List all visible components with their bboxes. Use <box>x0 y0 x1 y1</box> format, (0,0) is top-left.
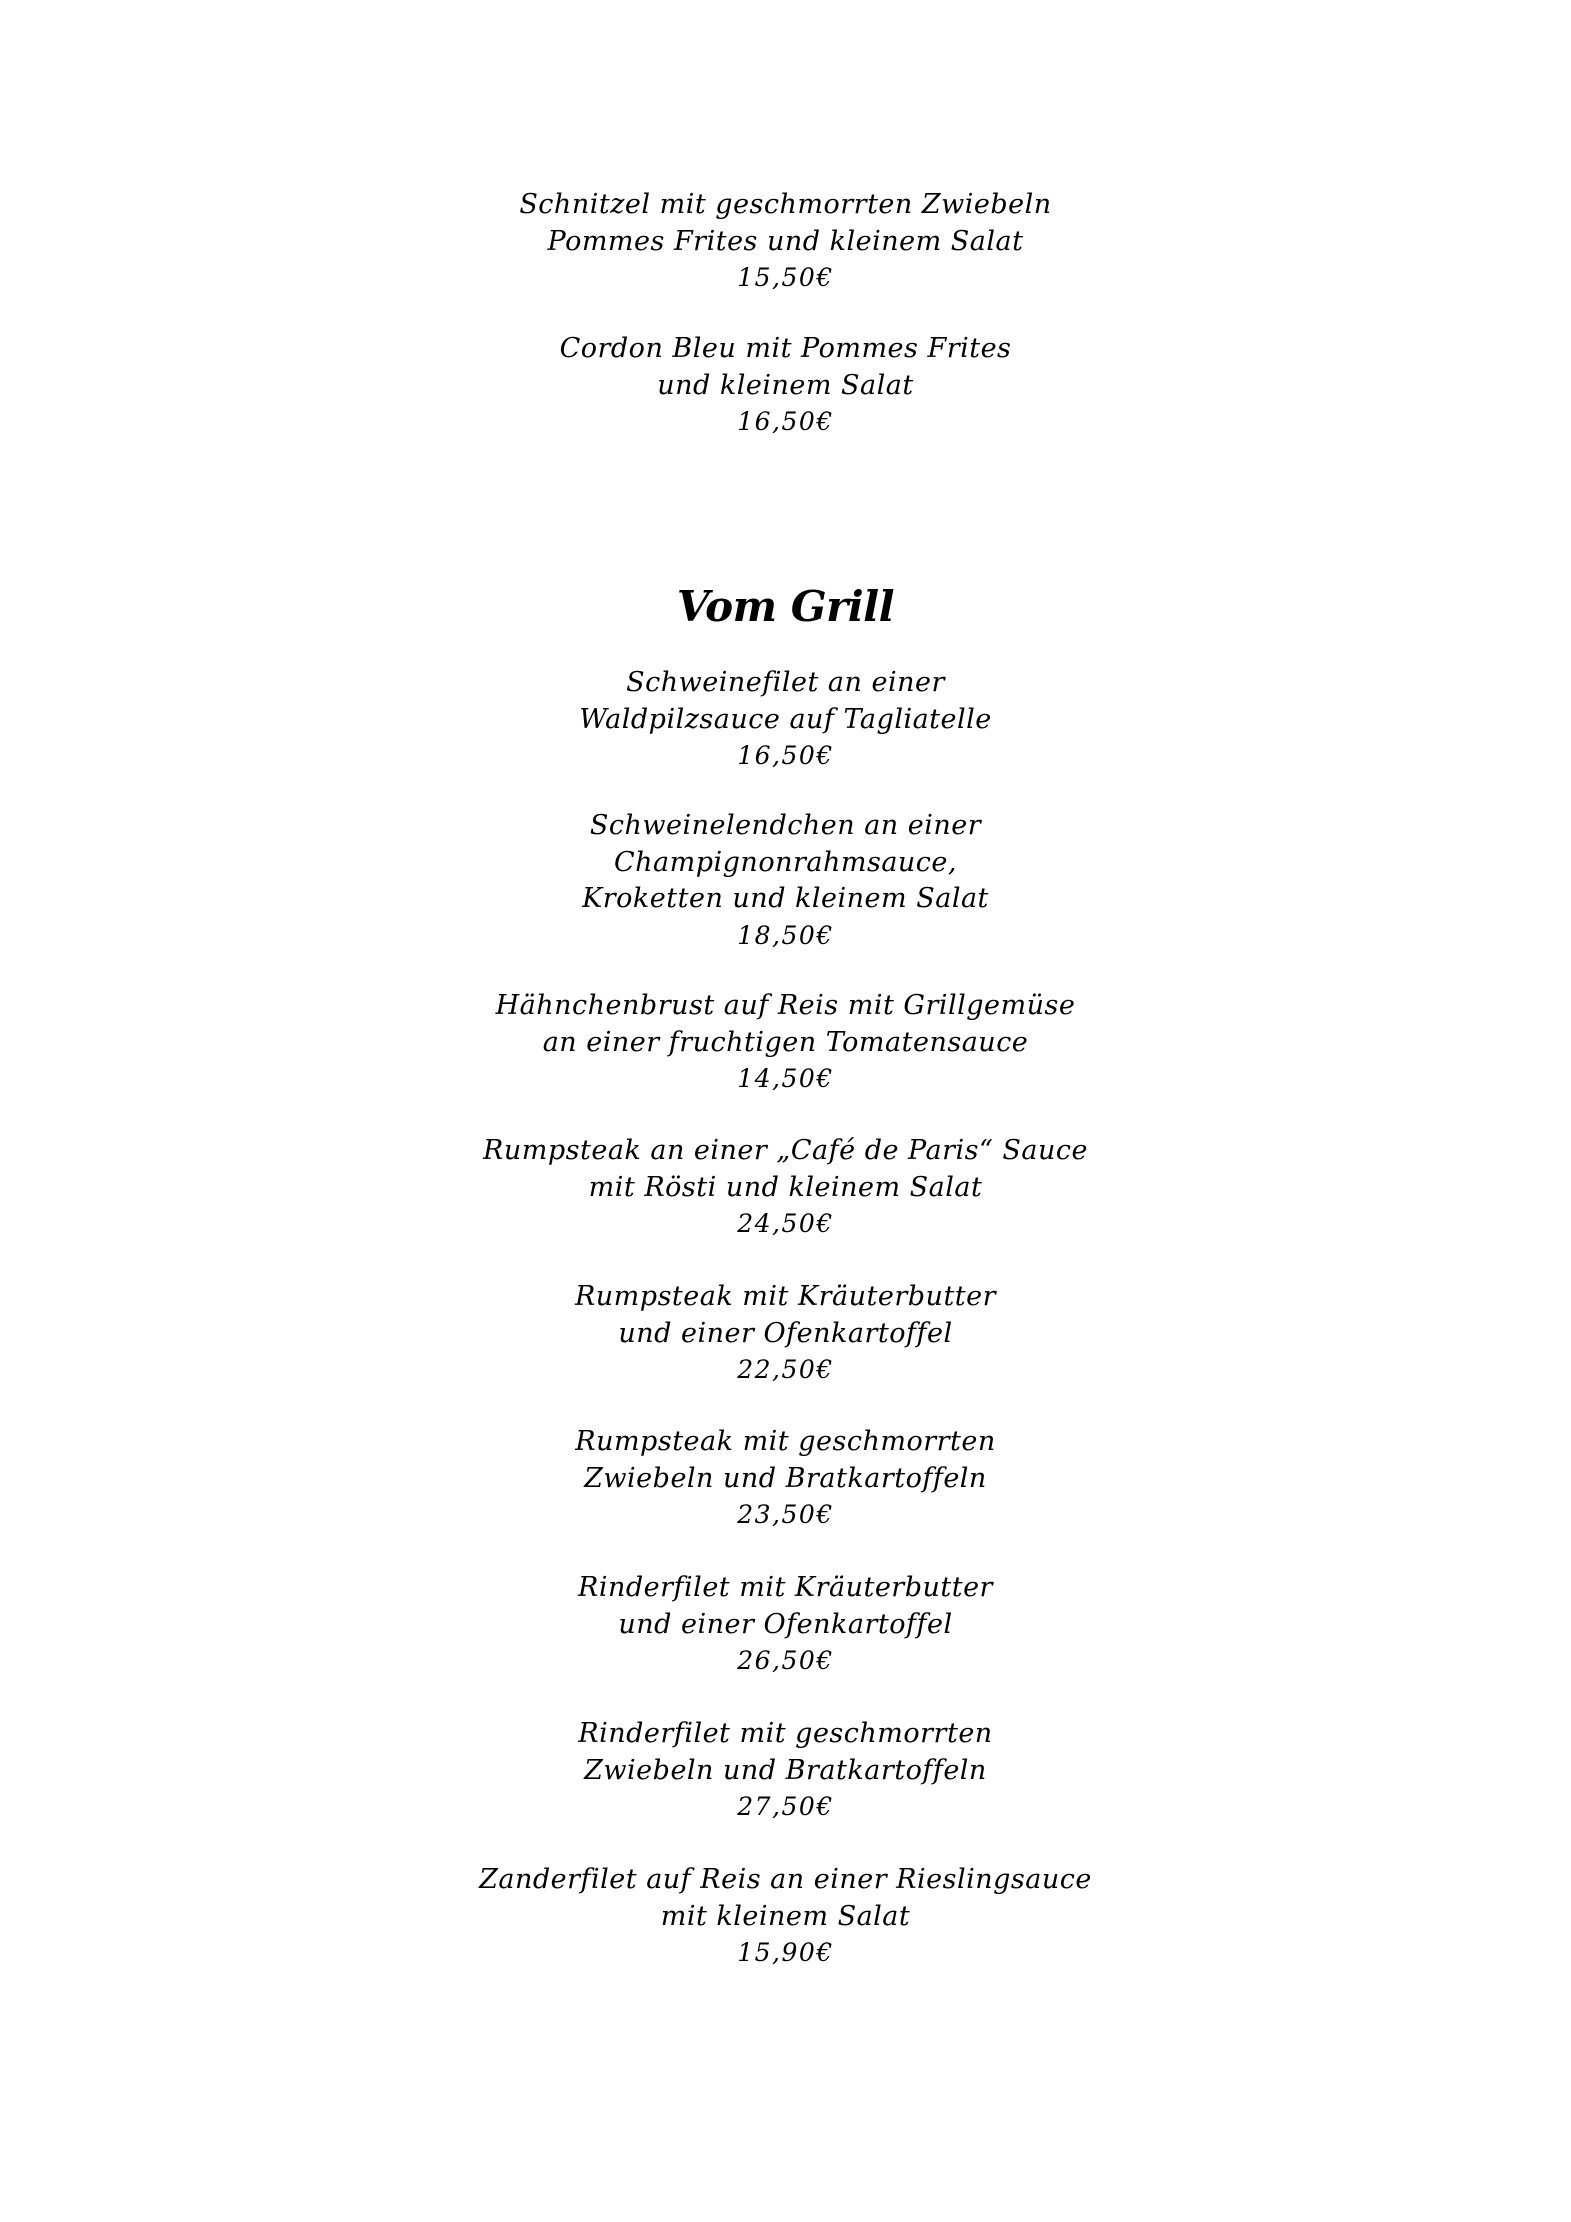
menu-item-price: 18,50€ <box>737 920 834 950</box>
menu-item-line: Hähnchenbrust auf Reis mit Grillgemüse <box>495 990 1076 1021</box>
menu-item-price: 14,50€ <box>737 1064 834 1093</box>
menu-item-price: 16,50€ <box>737 741 834 770</box>
menu-item-rumpsteak-cafe-de-paris <box>0 1133 1571 1243</box>
menu-item-schweinelendchen <box>0 808 1571 954</box>
section-title: Vom Grill <box>676 582 895 631</box>
menu-item-price: 26,50€ <box>737 1646 834 1675</box>
menu-item-schnitzel <box>0 187 1571 297</box>
menu-item-rinderfilet-kraeuterbutter <box>0 1570 1571 1680</box>
menu-item-line: Rinderfilet mit Kräuterbutter <box>578 1572 993 1603</box>
menu-item-line: Champignonrahmsauce, <box>613 846 957 878</box>
menu-item-line: Cordon Bleu mit Pommes Frites <box>559 333 1012 364</box>
menu-item-line: Schweinelendchen an einer <box>589 810 982 841</box>
menu-item-line: an einer fruchtigen Tomatensauce <box>542 1026 1029 1058</box>
menu-item-line: Zwiebeln und Bratkartoffeln <box>584 1462 987 1494</box>
menu-item-line: Rinderfilet mit geschmorrten <box>578 1718 993 1749</box>
menu-item-line: Rumpsteak mit geschmorrten <box>575 1426 996 1457</box>
menu-item-line: Zwiebeln und Bratkartoffeln <box>584 1754 987 1786</box>
menu-item-price: 24,50€ <box>737 1209 834 1238</box>
menu-item-schweinefilet <box>0 665 1571 775</box>
menu-item-rinderfilet-zwiebeln <box>0 1716 1571 1826</box>
menu-item-line: Rumpsteak an einer „Café de Paris“ Sauce <box>483 1135 1088 1166</box>
menu-item-line: Pommes Frites und kleinem Salat <box>547 225 1024 257</box>
menu-item-price: 27,50€ <box>737 1792 834 1821</box>
menu-item-line: mit Rösti und kleinem Salat <box>588 1171 983 1203</box>
menu-item-rumpsteak-zwiebeln <box>0 1424 1571 1534</box>
menu-item-line: und einer Ofenkartoffel <box>618 1317 953 1349</box>
menu-item-price: 16,50€ <box>737 407 834 436</box>
menu-item-line: Rumpsteak mit Kräuterbutter <box>574 1281 997 1312</box>
menu-item-line: Waldpilzsauce auf Tagliatelle <box>579 703 992 735</box>
menu-item-line: Schweinefilet an einer <box>626 667 945 698</box>
menu-item-price: 15,50€ <box>737 263 834 292</box>
menu-item-rumpsteak-kraeuterbutter <box>0 1279 1571 1389</box>
menu-item-price: 15,90€ <box>737 1938 834 1967</box>
menu-item-line: und einer Ofenkartoffel <box>618 1608 953 1640</box>
menu-item-haehnchenbrust <box>0 988 1571 1098</box>
menu-item-zanderfilet <box>0 1862 1571 1972</box>
menu-item-cordon-bleu <box>0 331 1571 441</box>
menu-item-price: 22,50€ <box>737 1355 834 1384</box>
menu-item-line: Schnitzel mit geschmorrten Zwiebeln <box>519 189 1052 220</box>
menu-item-line: mit kleinem Salat <box>660 1900 911 1932</box>
menu-item-price: 23,50€ <box>737 1500 834 1529</box>
menu-item-line: Zanderfilet auf Reis an einer Rieslingsauce <box>479 1864 1092 1895</box>
menu-item-line: und kleinem Salat <box>657 369 914 401</box>
menu-item-line: Kroketten und kleinem Salat <box>582 883 989 914</box>
